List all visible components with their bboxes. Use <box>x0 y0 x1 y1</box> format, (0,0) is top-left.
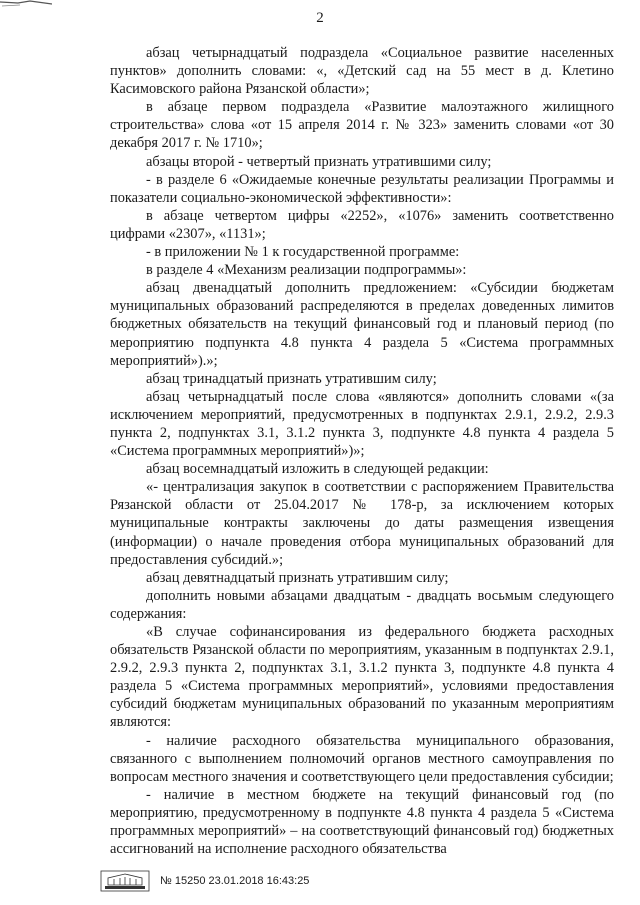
document-footer <box>100 868 309 894</box>
paragraph: в разделе 4 «Механизм реализации подпрограммы»: <box>146 262 467 279</box>
page-number: 2 <box>316 10 324 26</box>
paragraph: абзац восемнадцатый изложить в следующей редакции: <box>146 461 489 478</box>
document-body <box>110 44 614 858</box>
paragraph: в абзаце четвертом цифры «2252», «1076» заменить соответственно цифрами «2307», «1131»; <box>110 207 614 242</box>
paragraph: абзац четырнадцатый после слова «являются» дополнить словами «(за исключением мероприятий, предусмотренных в подпунктах 2.9.1, 2.9.2, 2.9.3 пункта 2, подпунктах 3.1, 3.1.2 пункта 3, подпункте 4.8 пункта 4 раздела 5 «Система программных мероприятий»)»; <box>110 388 614 460</box>
paragraph: абзац тринадцатый признать утратившим силу; <box>146 370 437 387</box>
paragraph: - в разделе 6 «Ожидаемые конечные результаты реализации Программы и показатели социально-экономической эффективности»: <box>110 171 614 206</box>
paragraph: - в приложении № 1 к государственной программе: <box>146 244 460 261</box>
paragraph: «- централизация закупок в соответствии с распоряжением Правительства Рязанской области от 25.04.2017 № 178-р, за исключением которых муниципальные контракты заключены до даты размещения извещения (информации) о начале проведения отбора муниципальных образований для предоставления субсидий.»; <box>110 479 614 568</box>
government-building-logo-icon <box>100 870 150 892</box>
paragraph: - наличие расходного обязательства муниципального образования, связанного с выполнением полномочий органов местного самоуправления по вопросам местного значения и соответствующего цели предоставления субсидии; <box>110 732 614 785</box>
paragraph: дополнить новыми абзацами двадцатым - двадцать восьмым следующего содержания: <box>110 587 614 622</box>
paragraph: абзац четырнадцатый подраздела «Социальное развитие населенных пунктов» дополнить словами: «, «Детский сад на 55 мест в д. Клетино Касимовского района Рязанской области»; <box>110 45 614 98</box>
paragraph: абзац двенадцатый дополнить предложением: «Субсидии бюджетам муниципальных образований распределяются в пределах доведенных лимитов бюджетных обязательств на текущий финансовый год и плановый период (по мероприятию подпункта 4.8 пункта 4 раздела 5 «Система программных мероприятий»).»; <box>110 280 614 369</box>
paragraph: абзацы второй - четвертый признать утратившими силу; <box>146 153 492 170</box>
paragraph: «В случае софинансирования из федерального бюджета расходных обязательств Рязанской области по мероприятиям, указанным в подпунктах 2.9.1, 2.9.2, 2.9.3 пункта 2, подпунктах 3.1, 3.1.2 пункта 3, подпункте 4.8 пункта 4 раздела 5 «Система программных мероприятий», условиями предоставления субсидий бюджетам муниципальных образований по указанным мероприятиям являются: <box>110 624 614 731</box>
paragraph: - наличие в местном бюджете на текущий финансовый год (по мероприятию, предусмотренному в подпункте 4.8 пункта 4 раздела 5 «Система программных мероприятий» – на соответствующий финансовый год) бюджетных ассигнований на исполнение расходного обязательства <box>110 786 614 858</box>
registration-stamp: № 15250 23.01.2018 16:43:25 <box>160 875 310 887</box>
paragraph: абзац девятнадцатый признать утратившим силу; <box>146 569 449 586</box>
paragraph: в абзаце первом подраздела «Развитие малоэтажного жилищного строительства» слова «от 15 апреля 2014 г. № 323» заменить словами «от 30 декабря 2017 г. № 1710»; <box>110 99 614 152</box>
